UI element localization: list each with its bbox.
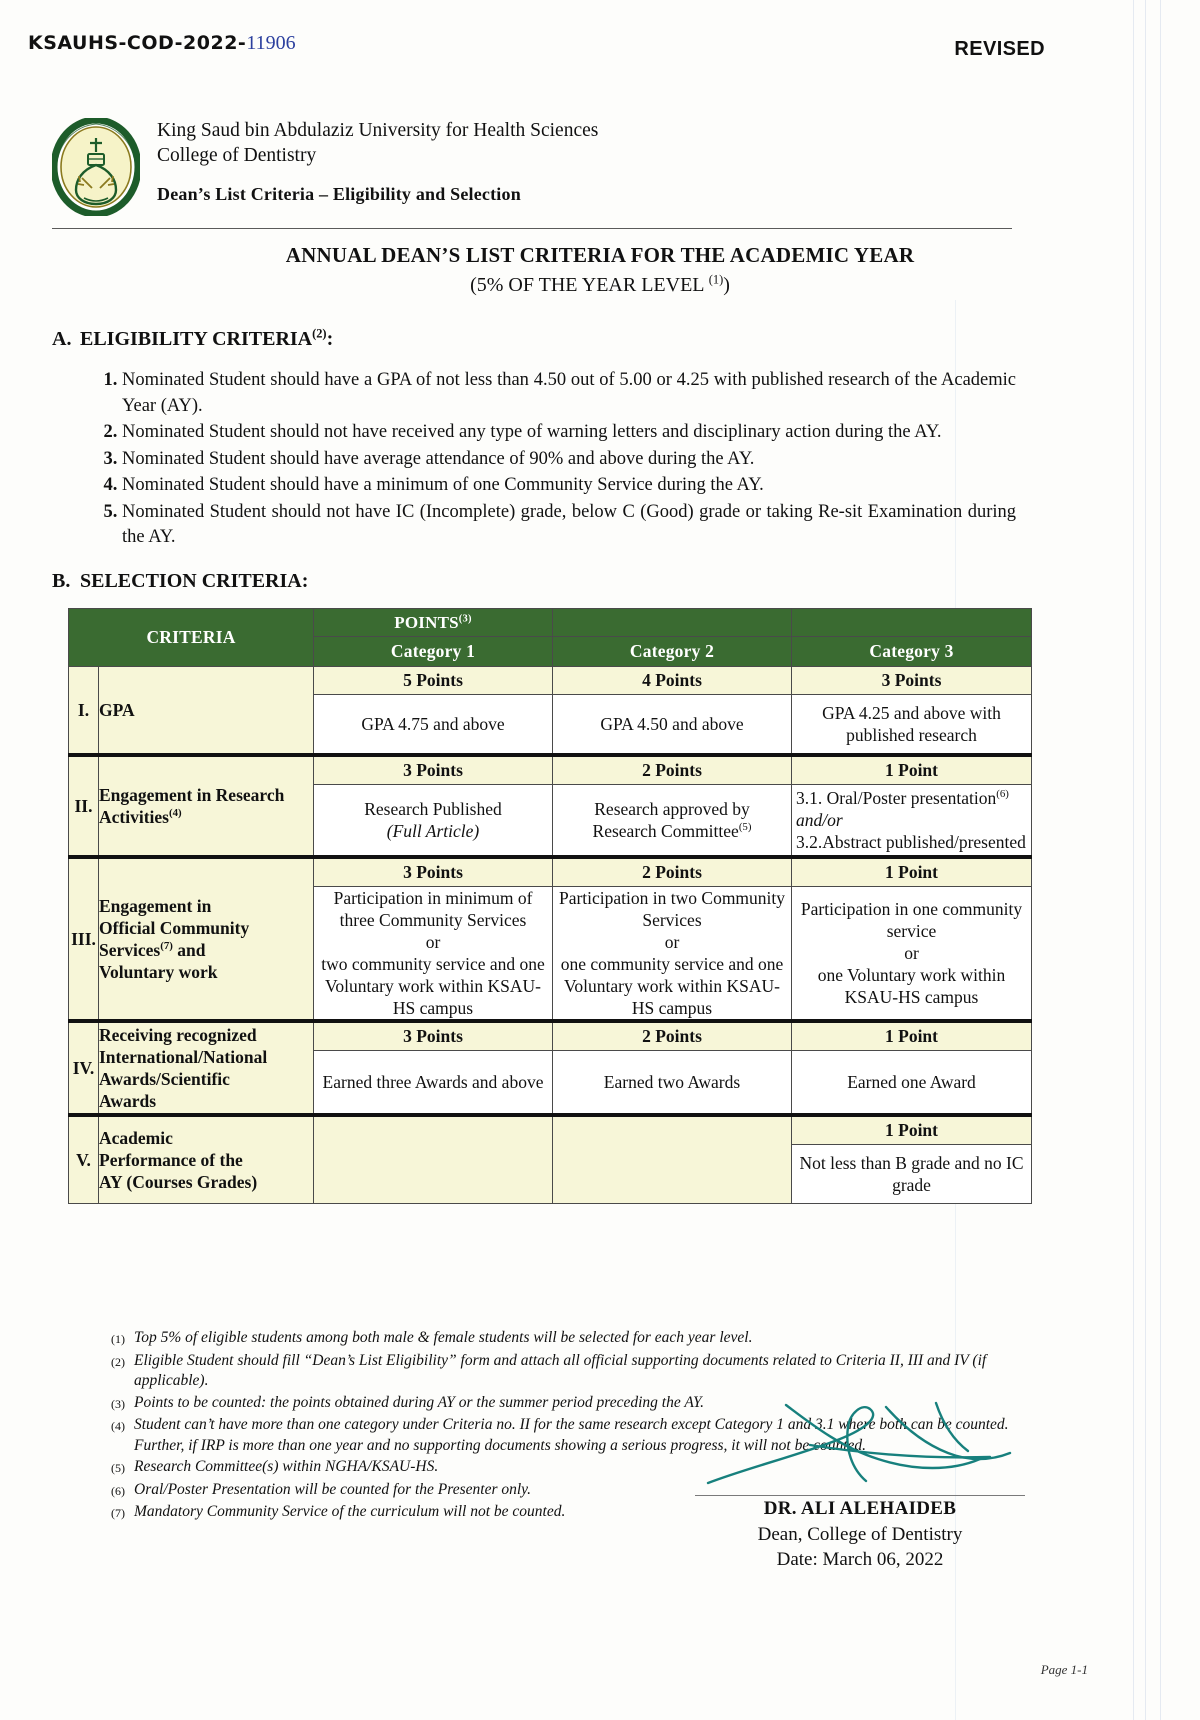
section-b-letter: B. [52, 570, 71, 592]
footnote-text: Oral/Poster Presentation will be counted for the Presenter only. [134, 1480, 532, 1498]
table-row [69, 1115, 1032, 1145]
footnote-text: Student can’t have more than one category under Criteria no. II for the same research except Category 1 and 3.1 where both can be counted. Further, if IRP is more than one year and no supporting documents showing a serious progress, it will not be counted. [134, 1416, 1009, 1454]
selection-criteria-table [68, 608, 1032, 1204]
list-item: 4. Nominated Student should have a minimum of one Community Service during the AY. [122, 473, 1016, 499]
row-desc-cat3: GPA 4.25 and above with published research [792, 695, 1032, 756]
college-name: College of Dentistry [157, 145, 317, 166]
table-row [69, 857, 1032, 887]
row-points-cat2: 2 Points [553, 857, 792, 887]
footnote-text: Top 5% of eligible students among both male & female students will be selected for each year level. [134, 1329, 753, 1346]
row-points-cat3: 1 Point [792, 755, 1032, 785]
document-reference-stamp [28, 32, 296, 55]
list-item: 5. Nominated Student should not have IC (Incomplete) grade, below C (Good) grade or taking Re-sit Examination during the AY. [122, 500, 1016, 551]
row-criteria-label: Academic Performance of the AY (Courses Grades) [99, 1115, 314, 1204]
header-category-1: Category 1 [314, 637, 553, 667]
header-category-2: Category 2 [553, 637, 792, 667]
row-desc-cat3: Not less than B grade and no IC grade [792, 1145, 1032, 1204]
row-number: II. [69, 755, 99, 857]
table-header-row-1 [69, 609, 1032, 637]
row-desc-cat1: Participation in minimum of three Community Services or two community service and one Voluntary work within KSAU-HS campus [314, 887, 553, 1022]
revised-label: REVISED [954, 38, 1045, 60]
reference-handwritten-number: 11906 [246, 32, 296, 54]
section-a-footnote-ref: (2) [312, 326, 327, 341]
footnote-marker: (2) [111, 1354, 125, 1369]
row-empty-cat2 [553, 1115, 792, 1204]
row-desc-cat3: Earned one Award [792, 1051, 1032, 1116]
row-criteria-label: GPA [99, 667, 314, 756]
row-desc-cat2: GPA 4.50 and above [553, 695, 792, 756]
row-desc-cat1: GPA 4.75 and above [314, 695, 553, 756]
footnote-text: Eligible Student should fill “Dean’s List Eligibility” form and attach all official supporting documents related to Criteria II, III and IV (if applicable). [134, 1351, 987, 1389]
page-number-footer: Page 1-1 [1040, 1662, 1088, 1677]
list-item: 1. Nominated Student should have a GPA of not less than 4.50 out of 5.00 or 4.25 with published research of the Academic Year (AY). [122, 368, 1016, 419]
row-desc-cat3: 3.1. Oral/Poster presentation$^{(6)}$ and/or 3.2.Abstract published/presented [792, 785, 1032, 858]
row-points-cat1: 3 Points [314, 1021, 553, 1051]
row-points-cat2: 2 Points [553, 1021, 792, 1051]
signature-block [660, 1495, 1060, 1571]
footnote-text: Mandatory Community Service of the curriculum will not be counted. [134, 1503, 566, 1520]
header-points-spacer-2 [553, 609, 792, 637]
list-item: 3. Nominated Student should have average attendance of 90% and above during the AY. [122, 447, 1016, 473]
footnote-marker: (4) [111, 1419, 125, 1433]
selection-criteria-table-wrapper [68, 608, 1031, 1204]
page-title-line2: (5% OF THE YEAR LEVEL $^{(1)}$) [470, 272, 730, 296]
row-points-cat2: 4 Points [553, 667, 792, 695]
row-points-cat1: 3 Points [314, 857, 553, 887]
row-desc-cat1: Earned three Awards and above [314, 1051, 553, 1116]
ksau-hs-university-seal-logo [52, 118, 140, 216]
section-a-heading: A. ELIGIBILITY CRITERIA$^{(2)}$: [52, 326, 334, 350]
footnote-item [95, 1415, 1035, 1456]
signer-name: DR. ALI ALEHAIDEB [763, 1498, 957, 1519]
eligibility-criteria-list [86, 368, 1016, 552]
row-criteria-label: Receiving recognized International/National Awards/Scientific Awards [99, 1021, 314, 1115]
section-a-title: ELIGIBILITY CRITERIA [80, 328, 313, 350]
row-points-cat3: 3 Points [792, 667, 1032, 695]
page-title [0, 243, 1200, 297]
row-criteria-label: Engagement in Official Community Services$^{(7)}$ and Voluntary work [99, 857, 314, 1021]
footnote-marker: (1) [111, 1332, 125, 1346]
row-number: V. [69, 1115, 99, 1204]
signer-role: Dean, College of Dentistry [757, 1524, 963, 1545]
table-row [69, 667, 1032, 695]
footnote-item [95, 1457, 1035, 1479]
section-a-letter: A. [52, 328, 72, 350]
row-points-cat1: 5 Points [314, 667, 553, 695]
section-b-heading [52, 570, 308, 593]
table-row [69, 1021, 1032, 1051]
header-divider [52, 228, 1012, 229]
letterhead-subtitle: Dean’s List Criteria – Eligibility and Selection [157, 184, 521, 204]
page-title-line1: ANNUAL DEAN’S LIST CRITERIA FOR THE ACADEMIC YEAR [285, 243, 915, 267]
table-row [69, 755, 1032, 785]
footnote-item [95, 1328, 1035, 1350]
footnote-marker: (7) [111, 1506, 125, 1520]
row-points-cat3: 1 Point [792, 1115, 1032, 1145]
row-desc-cat3: Participation in one community service or one Voluntary work within KSAU-HS campus [792, 887, 1032, 1022]
row-desc-cat2: Participation in two Community Services or one community service and one Voluntary work within KSAU-HS campus [553, 887, 792, 1022]
header-points: POINTS$^{(3)}$ [314, 609, 553, 637]
row-criteria-label: Engagement in Research Activities$^{(4)}$ [99, 755, 314, 857]
row-desc-cat1: Research Published (Full Article) [314, 785, 553, 858]
university-name: King Saud bin Abdulaziz University for Health Sciences [157, 120, 599, 141]
reference-prefix: KSAUHS-COD-2022- [28, 32, 247, 54]
row-points-cat2: 2 Points [553, 755, 792, 785]
header-criteria: CRITERIA [69, 609, 314, 667]
header-points-spacer-3 [792, 609, 1032, 637]
signature-date: Date: March 06, 2022 [776, 1549, 944, 1570]
footnote-marker: (6) [111, 1483, 125, 1498]
footnote-item [95, 1393, 1035, 1415]
row-desc-cat2: Earned two Awards [553, 1051, 792, 1116]
row-desc-cat2: Research approved by Research Committee$^{(5)}$ [553, 785, 792, 858]
row-number: I. [69, 667, 99, 756]
footnote-marker: (5) [111, 1461, 125, 1475]
row-number: III. [69, 857, 99, 1021]
list-item: 2. Nominated Student should not have received any type of warning letters and disciplinary action during the AY. [122, 420, 1016, 446]
row-number: IV. [69, 1021, 99, 1115]
footnote-text: Research Committee(s) within NGHA/KSAU-HS. [134, 1458, 439, 1475]
row-points-cat1: 3 Points [314, 755, 553, 785]
signature-line [695, 1495, 1025, 1496]
row-points-cat3: 1 Point [792, 857, 1032, 887]
footnote-text: Points to be counted: the points obtained during AY or the summer period preceding the AY. [134, 1393, 705, 1411]
footnote-item [95, 1351, 1035, 1392]
footnote-marker: (3) [111, 1396, 125, 1411]
row-empty-cat1 [314, 1115, 553, 1204]
section-b-title: SELECTION CRITERIA: [80, 570, 309, 592]
row-points-cat3: 1 Point [792, 1021, 1032, 1051]
header-category-3: Category 3 [792, 637, 1032, 667]
letterhead [52, 118, 1062, 205]
